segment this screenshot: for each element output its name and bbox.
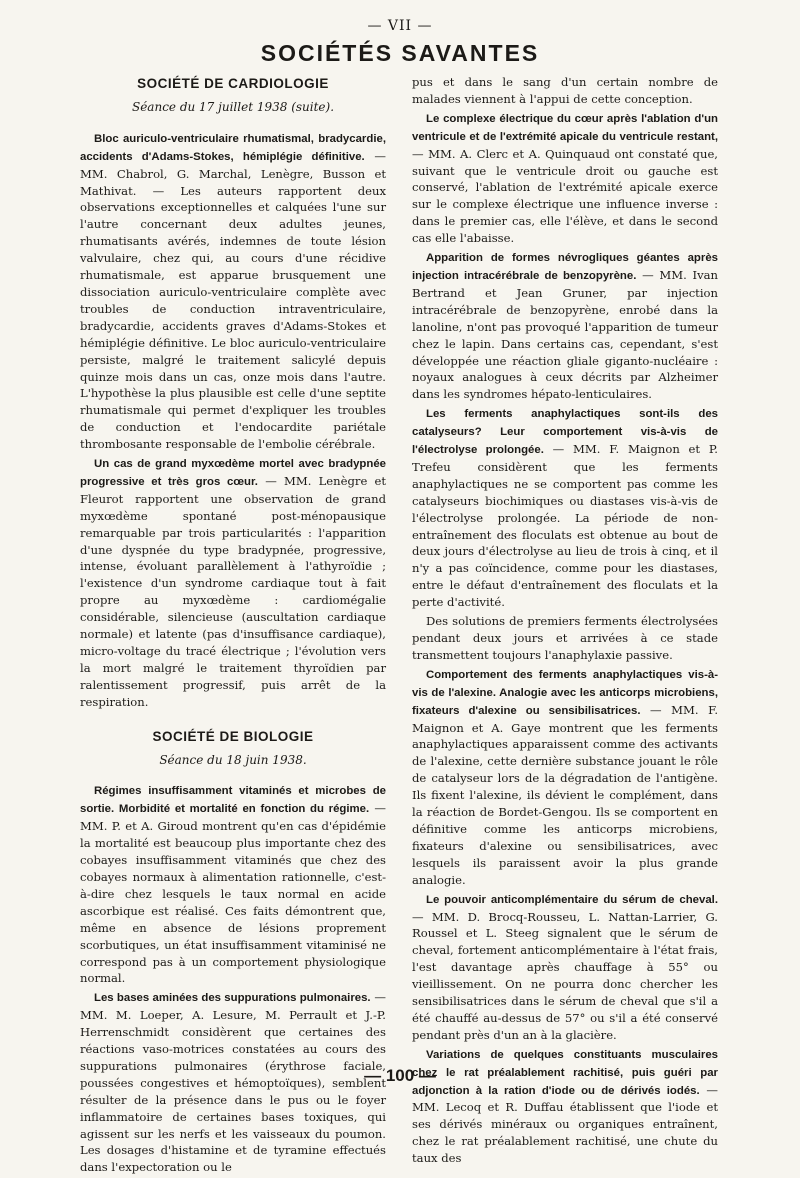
article-body: — MM. Chabrol, G. Marchal, Lenègre, Busson et Mathivat. — Les auteurs rapportent deux observations exceptionnelles et calquées l'une sur l'autre concernant deux adultes jeunes, rhumatisants avérés, indemnes de toute lésion valvulaire, chez qui, au cours d'une récidive rhumatismale, est apparue brusquement une dissociation auriculo-ventriculaire complète avec troubles de conduction intraventriculaire, bradycardie, accidents graves d'Adams-Stokes et hémiplégie définitive. Le bloc auriculo-ventriculaire persiste, malgré le traitement salicylé depuis quinze mois dans un cas, onze mois dans l'autre. L'hypothèse la plus plausible est celle d'une septite rhumatismale qui permet d'expliquer les troubles de conduction et l'endocardite pariétale thrombosante responsable de l'embolie cérébrale.: [80, 148, 386, 452]
article-bloc-auriculo: [80, 130, 386, 453]
page-header-roman: — VII —: [367, 18, 433, 34]
article-body: — MM. Lecoq et R. Duffau établissent que l'iode et ses dérivés minéraux ou organiques entraînent, chez le rat préalablement rachitisé, une chute du taux des: [412, 1082, 718, 1166]
article-ferments-alexine: [412, 666, 718, 889]
article-paragraph: Des solutions de premiers ferments électrolysées pendant deux jours et arrivées à ce stade transmettent toujours l'anaphylaxie passive.: [412, 614, 718, 662]
article-body: — MM. F. Maignon et A. Gaye montrent que les ferments anaphylactiques apparaissent comme des activants de l'alexine, cette dernière substance jouant le rôle de catalyseur lors de la dégradation de l'antigène. Ils fixent l'alexine, ils dévient le complément, dans la réaction de Bordet-Gengou. Ils se comportent en définitive comme les anticorps microbiens, fixateurs d'alexine ou sensibilisatrices, avec lesquels ils paraissent avoir la plus grande analogie.: [412, 702, 719, 887]
article-regimes-vitamines: [80, 782, 386, 987]
right-column: [412, 74, 718, 1169]
article-title: Apparition de formes névrogliques géantes après injection intracérébrale de benzopyrène.: [412, 252, 718, 282]
article-title: Bloc auriculo-ventriculaire rhumatismal, bradycardie, accidents d'Adams-Stokes, hémiplégie définitive.: [80, 132, 386, 163]
article-continuation: pus et dans le sang d'un certain nombre de malades viennent à l'appui de cette conception.: [412, 75, 718, 106]
article-complexe-electrique: [412, 110, 718, 247]
article-title: Le complexe électrique du cœur après l'ablation d'un ventricule et de l'extrémité apicale du ventricule restant,: [412, 112, 718, 143]
article-body: — MM. M. Loeper, A. Lesure, M. Perrault et J.-P. Herrenschmidt considèrent que certaines des réactions vaso-motrices constatées au cours des suppurations pulmonaires (érythrose faciale, poussées congestives et hémoptoïques), semblent résulter de la présence dans le pus ou le foyer inflammatoire de certaines bases toxiques, qui agissent sur les nerfs et les vaisseaux du poumon. Les dosages d'histamine et de tyramine effectués dans l'expectoration ou le: [80, 990, 386, 1175]
article-formes-nevrogliques: [412, 249, 718, 403]
article-body: — MM. D. Brocq-Rousseu, L. Nattan-Larrier, G. Roussel et L. Steeg signalent que le sérum de cheval, fortement anticomplémentaire à l'état frais, l'est davantage après chauffage à 55° ou vieillissement. On ne pourra donc chercher les sensibilisatrices dans le sérum de cheval que s'il a été chauffé au-dessus de 57° ou s'il a été conservé pendant près d'un an à la glacière.: [412, 909, 718, 1042]
article-title: Un cas de grand myxœdème mortel avec bradypnée progressive et très gros cœur.: [80, 458, 386, 488]
session-date-biology: Séance du 18 juin 1938.: [159, 752, 307, 767]
article-title: Régimes insuffisamment vitaminés et microbes de sortie. Morbidité et mortalité en fonction du régime.: [80, 785, 386, 816]
session-date-cardiology: Séance du 17 juillet 1938 (suite).: [131, 99, 335, 114]
article-title: Les ferments anaphylactiques sont-ils des catalyseurs? Leur comportement vis-à-vis de l'électrolyse prolongée.: [412, 408, 718, 457]
article-ferments-catalyseurs: [412, 405, 718, 611]
article-body: — MM. Ivan Bertrand et Jean Gruner, par injection intracérébrale de benzopyrène, enrobé dans la lanoline, n'ont pas provoqué l'apparition de tumeur chez le lapin. Dans certains cas, cependant, s'est développée une réaction gliale giganto-nucléaire : noyaux analogues à ceux décrits par Alzheimer dans les syndromes hépato-lenticulaires.: [412, 267, 719, 402]
article-body: — MM. P. et A. Giroud montrent qu'en cas d'épidémie la mortalité est beaucoup plus importante chez des cobayes insuffisamment vitaminés que chez des cobayes normaux à alimentation rationnelle, c'est-à-dire chez lesquels le taux normal en acide ascorbique est réalisé. Ces faits démontrent que, même en absence de lésions proprement scorbutiques, un état insuffisamment vitaminisé ne correspond pas à un comportement physiologique normal.: [80, 801, 386, 986]
article-title: Le pouvoir anticomplémentaire du sérum de cheval.: [426, 893, 718, 906]
article-constituants-musculaires: [412, 1046, 718, 1167]
article-title: Variations de quelques constituants musculaires chez le rat préalablement rachitisé, puis guéri par adjonction à la ration d'iode ou de dérivés iodés.: [412, 1048, 718, 1097]
article-serum-cheval: [412, 891, 718, 1044]
article-body: — MM. Lenègre et Fleurot rapportent une observation de grand myxœdème spontané post-ménopausique remarquable par trois particularités : l'apparition d'une dyspnée du type bradypnée, progressive, intense, évoluant parallèlement à l'athyroïdie ; l'existence d'un syndrome cardiaque tout à fait propre au myxœdème : cardiomégalie considérable, silencieuse (auscultation cardiaque normale) et latente (pas d'insuffisance cardiaque), micro-voltage du tracé électrique ; l'évolution vers la mort malgré le traitement thyroïdien par ralentissement progressif, puis arrêt de la respiration.: [80, 473, 387, 709]
page-number: — 100 —: [364, 1066, 436, 1085]
main-title: SOCIÉTÉS SAVANTES: [260, 40, 540, 66]
section-title-biology: SOCIÉTÉ DE BIOLOGIE: [152, 728, 314, 744]
section-title-cardiology: SOCIÉTÉ DE CARDIOLOGIE: [137, 76, 329, 91]
article-body: — MM. F. Maignon et P. Trefeu considèrent que les ferments anaphylactiques ne se comportent pas comme les catalyseurs biochimiques ou diastases vis-à-vis de l'électrolyse prolongée. La période de non-entraînement des floculats est obtenue au bout de deux jours d'électrolyse au lieu de trois à cinq, et il n'y a pas coïncidence, comme pour les diastases, entre le défaut d'entraînement des floculats et la perte d'activité.: [412, 442, 718, 610]
article-title: Comportement des ferments anaphylactiques vis-à-vis de l'alexine. Analogie avec les anticorps microbiens, fixateurs d'alexine ou sensibilisatrices.: [412, 668, 718, 717]
article-myxoedeme: [80, 455, 386, 711]
article-body: — MM. A. Clerc et A. Quinquaud ont constaté que, suivant que le ventricule droit ou gauche est conservé, l'ablation de l'extrémité apicale exerce sur le complexe électrique une influence inverse : dans le premier cas, elle l'élève, et dans le second cas elle l'abaisse.: [412, 146, 718, 246]
left-column: [80, 74, 386, 1178]
article-title: Les bases aminées des suppurations pulmonaires.: [94, 992, 371, 1005]
